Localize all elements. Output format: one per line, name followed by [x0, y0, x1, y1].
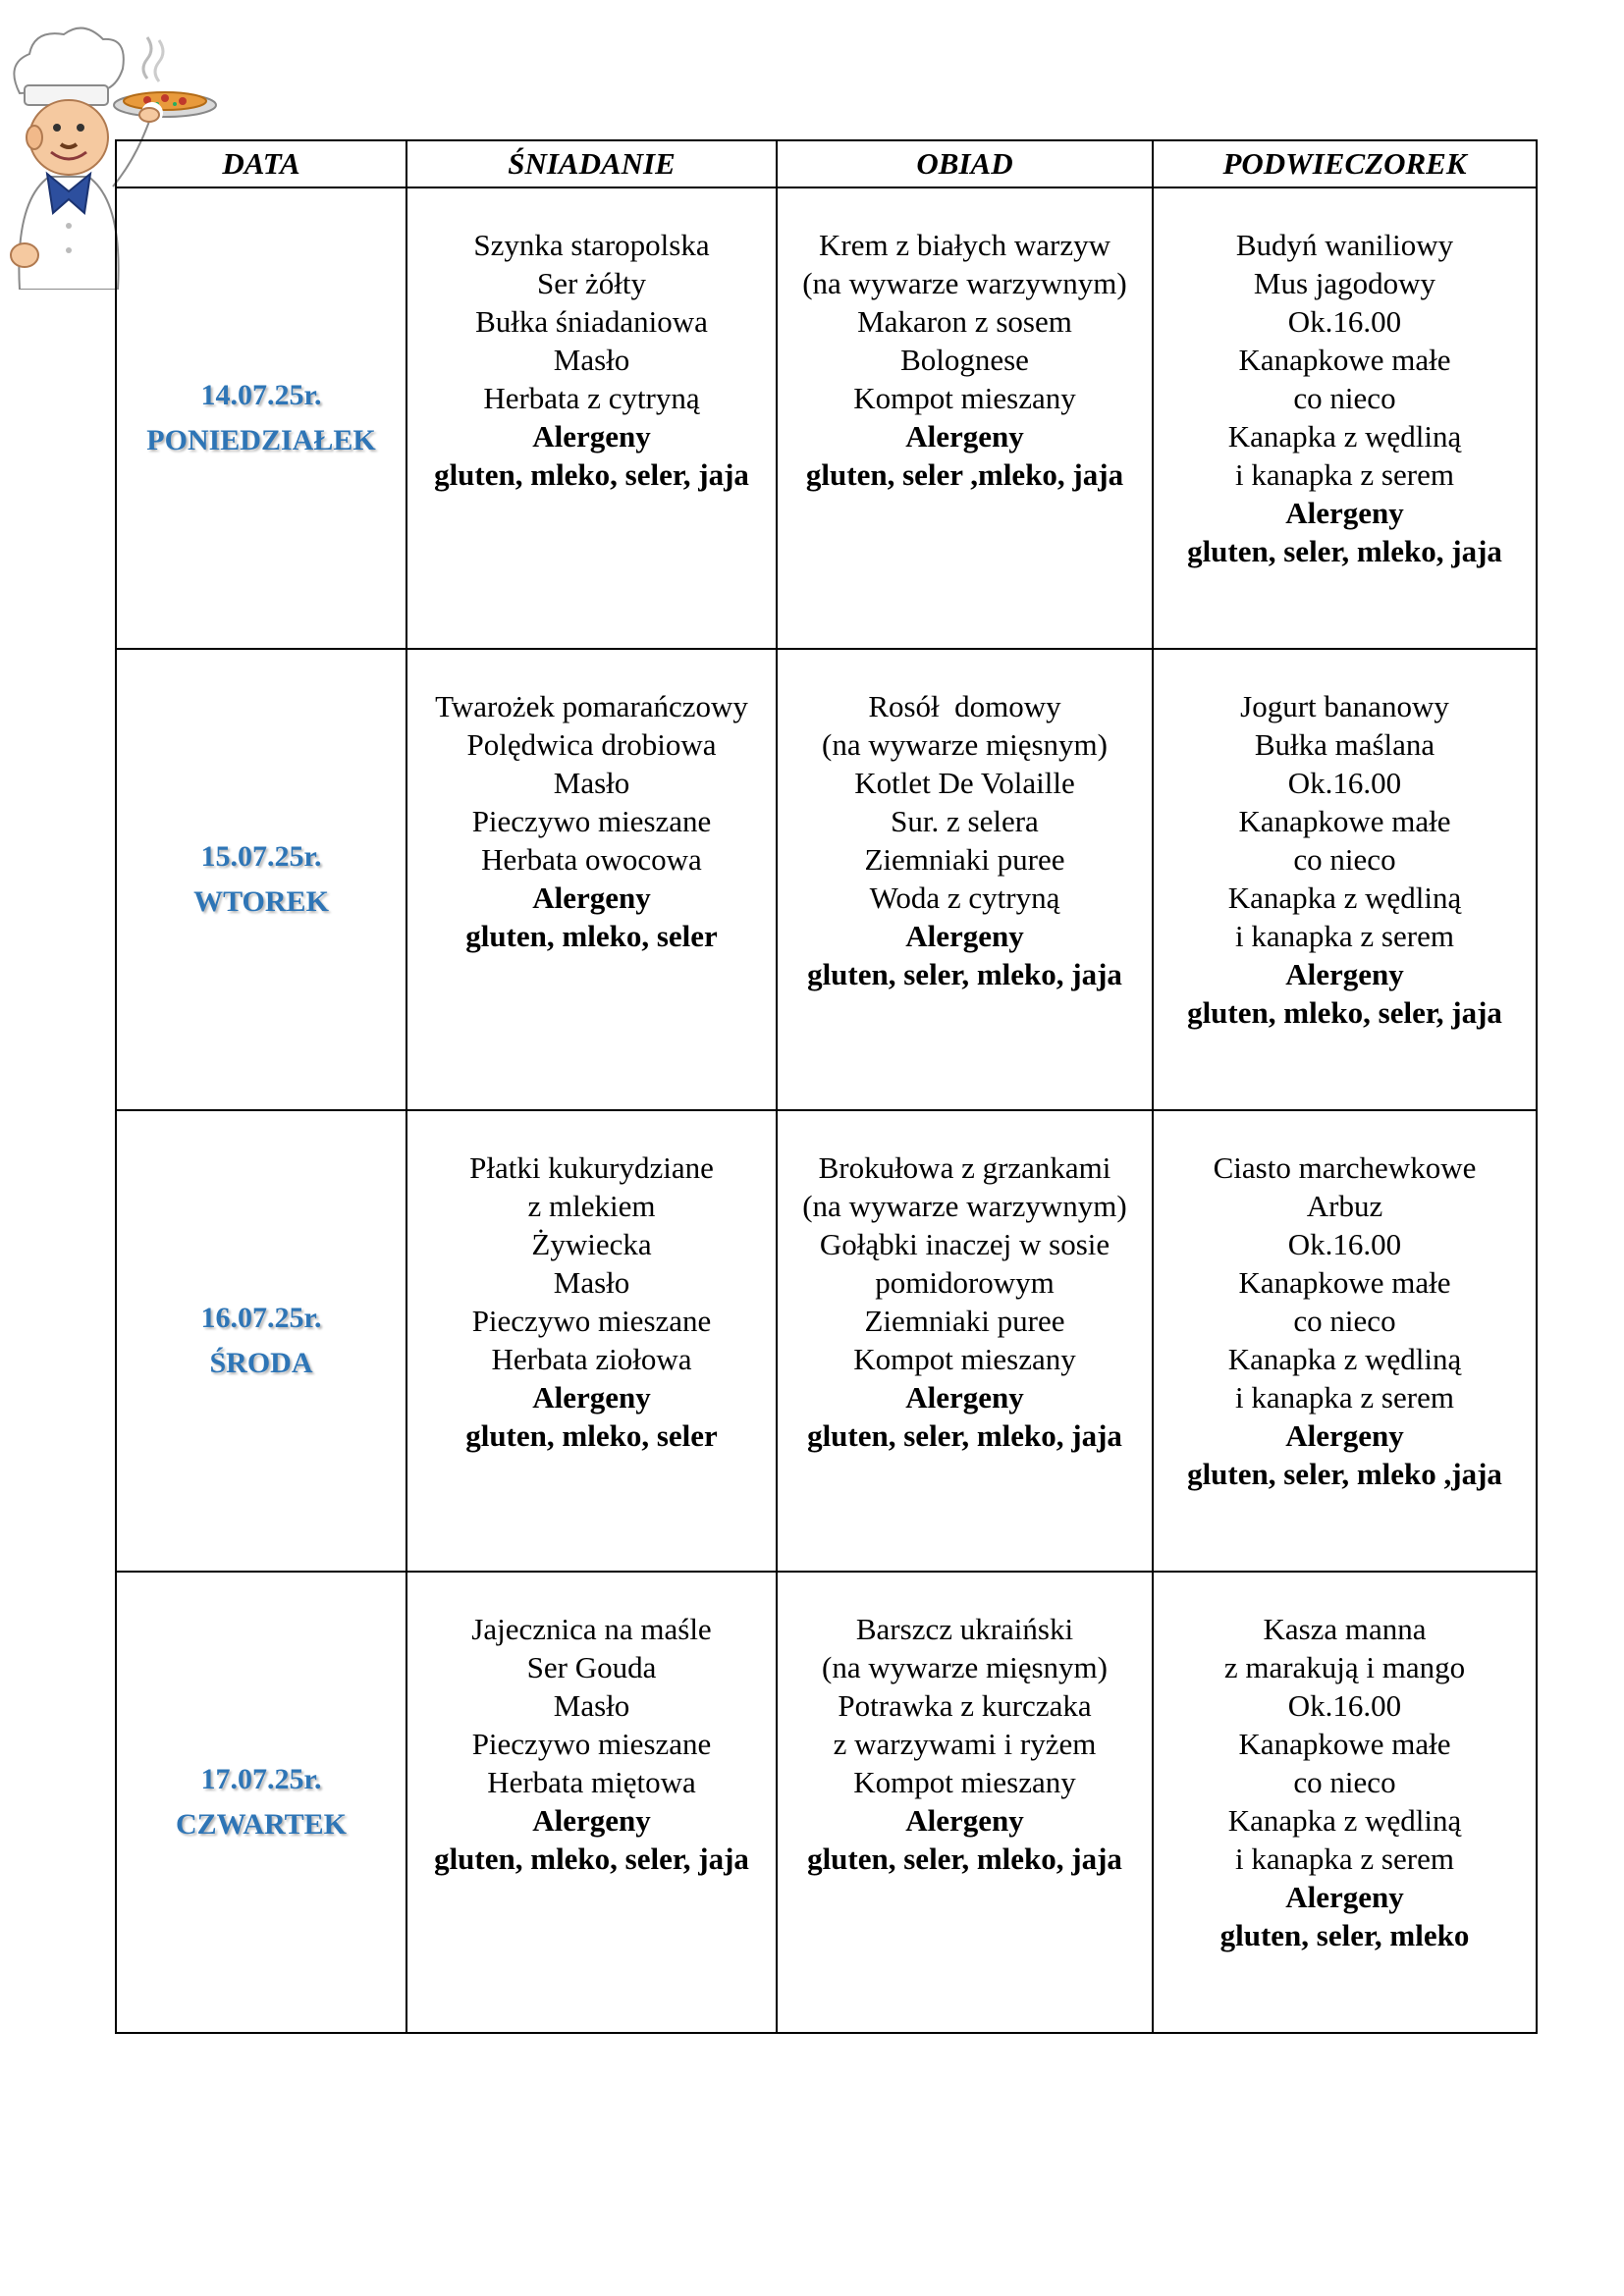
snack-cell [1153, 649, 1537, 1110]
menu-item: Kanapka z wędliną [1227, 1342, 1462, 1376]
date-cell [116, 1110, 406, 1572]
menu-item: Pieczywo mieszane [471, 804, 712, 838]
allergens-list: gluten, seler ,mleko, jaja [805, 457, 1124, 492]
date-cell [116, 1572, 406, 2033]
menu-item: Masło [553, 766, 630, 800]
day-row [116, 649, 1537, 1110]
snack-cell [1153, 1572, 1537, 2033]
allergens-list: gluten, mleko, seler, jaja [434, 457, 749, 492]
menu-item: (na wywarze warzywnym) [802, 266, 1127, 300]
menu-item: Płatki kukurydziane [469, 1150, 714, 1185]
menu-item: Sur. z selera [891, 804, 1039, 838]
allergens-list: gluten, mleko, seler [465, 919, 718, 953]
weekday-value: PONIEDZIAŁEK [146, 424, 376, 456]
allergens-list: gluten, mleko, seler, jaja [434, 1842, 749, 1876]
menu-item: Kanapka z wędliną [1227, 1803, 1462, 1838]
allergens-label: Alergeny [532, 881, 651, 915]
menu-item: Herbata owocowa [481, 842, 702, 877]
breakfast-cell [406, 1110, 777, 1572]
allergens-list: gluten, mleko, seler, jaja [1187, 995, 1502, 1030]
menu-table [115, 139, 1538, 2034]
menu-item: Budyń waniliowy [1235, 228, 1454, 262]
menu-item: z warzywami i ryżem [833, 1727, 1097, 1761]
menu-item: z marakują i mango [1223, 1650, 1466, 1684]
date-value: 14.07.25r. [200, 379, 322, 411]
menu-item: Masło [553, 1265, 630, 1300]
menu-item: co nieco [1293, 1304, 1396, 1338]
menu-item: Żywiecka [531, 1227, 652, 1261]
menu-item: Kompot mieszany [853, 381, 1076, 415]
menu-item: Kanapkowe małe [1238, 1727, 1451, 1761]
menu-item: Brokułowa z grzankami [818, 1150, 1111, 1185]
menu-item: Ok.16.00 [1287, 1227, 1402, 1261]
menu-item: pomidorowym [875, 1265, 1055, 1300]
day-row [116, 1572, 1537, 2033]
menu-item: Masło [553, 1688, 630, 1723]
menu-item: Polędwica drobiowa [466, 727, 717, 762]
menu-item: Ser żółty [536, 266, 647, 300]
menu-item: Rosół domowy [868, 689, 1061, 723]
allergens-label: Alergeny [532, 1380, 651, 1415]
date-cell [116, 187, 406, 649]
snack-cell [1153, 1110, 1537, 1572]
date-value: 15.07.25r. [200, 840, 322, 873]
breakfast-cell [406, 1572, 777, 2033]
allergens-label: Alergeny [1285, 957, 1404, 991]
date-value: 16.07.25r. [200, 1302, 322, 1334]
day-row [116, 187, 1537, 649]
allergens-list: gluten, seler, mleko, jaja [807, 1418, 1122, 1453]
menu-item: z mlekiem [527, 1189, 656, 1223]
allergens-label: Alergeny [532, 1803, 651, 1838]
allergens-list: gluten, seler, mleko, jaja [807, 1842, 1122, 1876]
menu-item: Jajecznica na maśle [471, 1612, 712, 1646]
breakfast-cell [406, 187, 777, 649]
menu-item: Kanapkowe małe [1238, 804, 1451, 838]
allergens-label: Alergeny [905, 919, 1024, 953]
allergens-label: Alergeny [905, 1380, 1024, 1415]
menu-item: Kanapkowe małe [1238, 1265, 1451, 1300]
menu-item: Kanapka z wędliną [1227, 419, 1462, 454]
menu-item: Pieczywo mieszane [471, 1304, 712, 1338]
menu-item: Kanapkowe małe [1238, 343, 1451, 377]
date-cell [116, 649, 406, 1110]
menu-item: Bolognese [900, 343, 1029, 377]
header-breakfast: ŚNIADANIE [406, 140, 777, 187]
menu-item: Ok.16.00 [1287, 1688, 1402, 1723]
menu-item: Bułka maślana [1254, 727, 1435, 762]
allergens-label: Alergeny [1285, 496, 1404, 530]
menu-item: (na wywarze mięsnym) [822, 727, 1108, 762]
weekday-value: ŚRODA [209, 1347, 313, 1379]
menu-item: co nieco [1293, 842, 1396, 877]
allergens-list: gluten, mleko, seler [465, 1418, 718, 1453]
menu-item: Makaron z sosem [857, 304, 1072, 339]
menu-item: Barszcz ukraiński [855, 1612, 1074, 1646]
menu-item: (na wywarze warzywnym) [802, 1189, 1127, 1223]
menu-item: Kotlet De Volaille [854, 766, 1075, 800]
allergens-label: Alergeny [1285, 1418, 1404, 1453]
lunch-cell [777, 649, 1153, 1110]
menu-item: Gołąbki inaczej w sosie [819, 1227, 1110, 1261]
menu-item: Jogurt bananowy [1240, 689, 1449, 723]
header-lunch: OBIAD [777, 140, 1153, 187]
menu-item: Ziemniaki puree [864, 842, 1065, 877]
menu-item: i kanapka z serem [1235, 1842, 1454, 1876]
menu-item: Twarożek pomarańczowy [435, 689, 748, 723]
allergens-label: Alergeny [905, 1803, 1024, 1838]
menu-item: i kanapka z serem [1235, 919, 1454, 953]
allergens-label: Alergeny [532, 419, 651, 454]
menu-item: Ok.16.00 [1287, 766, 1402, 800]
menu-item: Bułka śniadaniowa [475, 304, 708, 339]
lunch-cell [777, 1110, 1153, 1572]
menu-item: Krem z białych warzyw [819, 228, 1110, 262]
menu-item: Herbata z cytryną [483, 381, 700, 415]
header-date: DATA [116, 140, 406, 187]
day-row [116, 1110, 1537, 1572]
weekday-value: CZWARTEK [176, 1808, 347, 1841]
menu-item: Pieczywo mieszane [471, 1727, 712, 1761]
weekday-value: WTOREK [193, 885, 329, 918]
menu-item: Mus jagodowy [1253, 266, 1436, 300]
lunch-cell [777, 187, 1153, 649]
date-value: 17.07.25r. [200, 1763, 322, 1795]
header-snack: PODWIECZOREK [1153, 140, 1537, 187]
allergens-list: gluten, seler, mleko [1219, 1918, 1470, 1952]
menu-item: Ziemniaki puree [864, 1304, 1065, 1338]
menu-item: Herbata miętowa [487, 1765, 696, 1799]
allergens-label: Alergeny [1285, 1880, 1404, 1914]
allergens-list: gluten, seler, mleko ,jaja [1187, 1457, 1502, 1491]
menu-item: Woda z cytryną [869, 881, 1060, 915]
menu-item: co nieco [1293, 381, 1396, 415]
menu-item: Arbuz [1306, 1189, 1383, 1223]
allergens-list: gluten, seler, mleko, jaja [1187, 534, 1502, 568]
menu-item: i kanapka z serem [1235, 1380, 1454, 1415]
menu-item: Ok.16.00 [1287, 304, 1402, 339]
menu-item: Herbata ziołowa [491, 1342, 692, 1376]
menu-item: co nieco [1293, 1765, 1396, 1799]
menu-item: Kompot mieszany [853, 1342, 1076, 1376]
menu-item: Kasza manna [1263, 1612, 1427, 1646]
menu-item: Kanapka z wędliną [1227, 881, 1462, 915]
allergens-label: Alergeny [905, 419, 1024, 454]
menu-item: i kanapka z serem [1235, 457, 1454, 492]
lunch-cell [777, 1572, 1153, 2033]
breakfast-cell [406, 649, 777, 1110]
menu-item: Potrawka z kurczaka [838, 1688, 1092, 1723]
header-row [116, 140, 1537, 187]
menu-item: Ciasto marchewkowe [1213, 1150, 1477, 1185]
menu-item: (na wywarze mięsnym) [822, 1650, 1108, 1684]
allergens-list: gluten, seler, mleko, jaja [807, 957, 1122, 991]
menu-item: Szynka staropolska [473, 228, 710, 262]
menu-item: Masło [553, 343, 630, 377]
snack-cell [1153, 187, 1537, 649]
menu-item: Ser Gouda [526, 1650, 657, 1684]
menu-item: Kompot mieszany [853, 1765, 1076, 1799]
